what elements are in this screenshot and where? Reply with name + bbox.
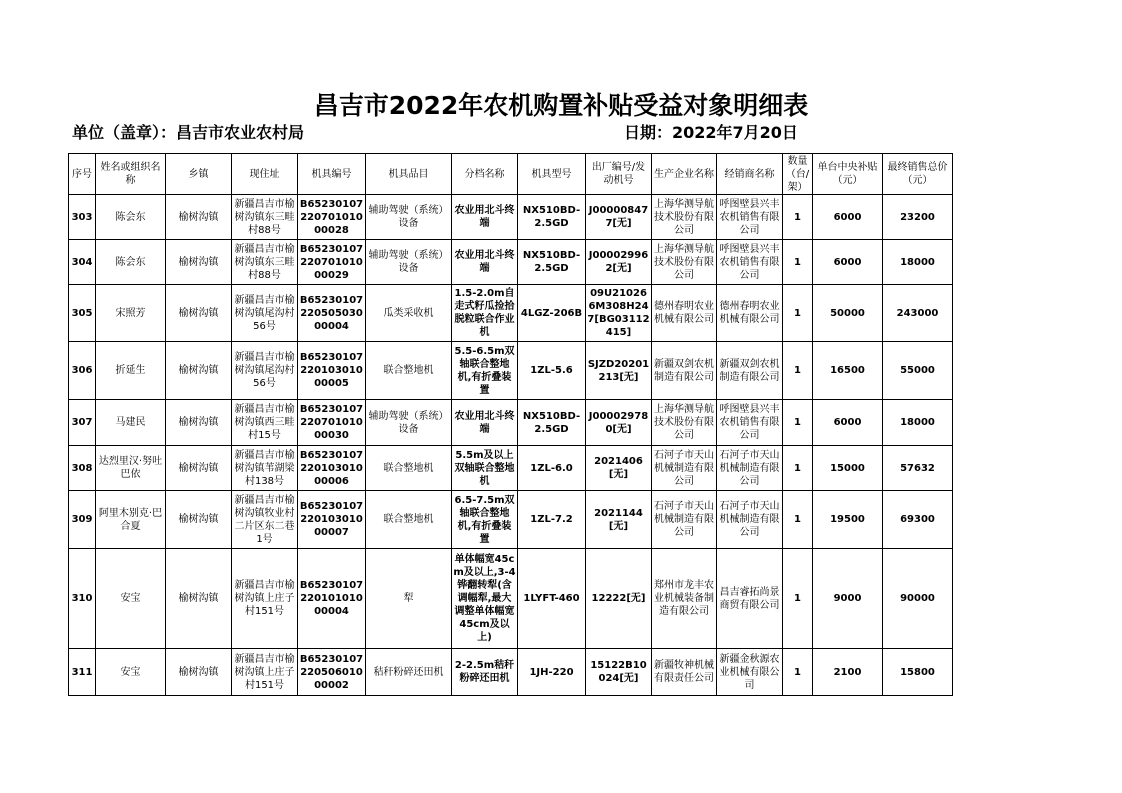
table-cell: J000029780[无] [586,400,652,446]
table-cell: 1 [783,240,813,285]
table-cell: B6523010722010301000007 [298,491,366,549]
header-cell: 机具型号 [518,154,586,195]
table-cell: 榆树沟镇 [166,446,232,491]
table-cell: 农业用北斗终端 [452,240,518,285]
table-cell: 瓜类采收机 [366,285,452,342]
table-cell: 新疆昌吉市榆树沟镇上庄子村151号 [232,649,298,696]
table-cell: 呼图壁县兴丰农机销售有限公司 [717,400,783,446]
table-cell: 9000 [813,549,883,649]
table-cell: 榆树沟镇 [166,285,232,342]
table-row [69,400,953,446]
header-cell: 机具编号 [298,154,366,195]
table-cell: 石河子市天山机械制造有限公司 [717,491,783,549]
table-cell: 310 [69,549,96,649]
table-cell: 榆树沟镇 [166,491,232,549]
table-cell: 新疆昌吉市榆树沟镇牧业村二片区东二巷1号 [232,491,298,549]
table-cell: 榆树沟镇 [166,649,232,696]
table-cell: 新疆昌吉市榆树沟镇东三畦村88号 [232,195,298,240]
table-cell: 69300 [883,491,953,549]
table-cell: 6.5-7.5m双轴联合整地机,有折叠装置 [452,491,518,549]
table-cell: 安宝 [96,649,166,696]
table-cell: 1 [783,342,813,400]
table-cell: 榆树沟镇 [166,195,232,240]
table-cell: 12222[无] [586,549,652,649]
table-cell: 辅助驾驶（系统）设备 [366,240,452,285]
table-cell: 农业用北斗终端 [452,195,518,240]
table-cell: 新疆昌吉市榆树沟镇尾沟村56号 [232,285,298,342]
table-cell: 新疆昌吉市榆树沟镇上庄子村151号 [232,549,298,649]
table-cell: 石河子市天山机械制造有限公司 [652,446,717,491]
header-cell: 最终销售总价（元） [883,154,953,195]
table-cell: 16500 [813,342,883,400]
table-cell: 榆树沟镇 [166,342,232,400]
table-cell: 1 [783,195,813,240]
header-cell: 出厂编号/发动机号 [586,154,652,195]
table-cell: 联合整地机 [366,342,452,400]
table-cell: 1.5-2.0m自走式籽瓜捡拾脱粒联合作业机 [452,285,518,342]
header-cell: 序号 [69,154,96,195]
table-cell: 达烈里汉·努吐巴依 [96,446,166,491]
table-cell: 新疆牧神机械有限责任公司 [652,649,717,696]
table-cell: 新疆昌吉市榆树沟镇尾沟村56号 [232,342,298,400]
table-cell: 303 [69,195,96,240]
table-cell: 15000 [813,446,883,491]
table-cell: 4LGZ-206B [518,285,586,342]
table-row [69,491,953,549]
table-cell: J000029962[无] [586,240,652,285]
table-cell: 辅助驾驶（系统）设备 [366,400,452,446]
header-cell: 分档名称 [452,154,518,195]
header-cell: 数量（台/架） [783,154,813,195]
table-cell: 德州春明农业机械有限公司 [652,285,717,342]
table-cell: 306 [69,342,96,400]
table-row [69,342,953,400]
table-cell: 1 [783,400,813,446]
table-cell: 陈会东 [96,195,166,240]
table-cell: 新疆金秋源农业机械有限公司 [717,649,783,696]
table-cell: B6523010722050601000002 [298,649,366,696]
table-cell: 联合整地机 [366,491,452,549]
table-row [69,195,953,240]
table-cell: 2021406[无] [586,446,652,491]
table-cell: 1ZL-5.6 [518,342,586,400]
table-cell: SJZD20201213[无] [586,342,652,400]
table-cell: 308 [69,446,96,491]
table-cell: 犁 [366,549,452,649]
table-cell: 1LYFT-460 [518,549,586,649]
table-cell: 联合整地机 [366,446,452,491]
table-cell: B6523010722070101000029 [298,240,366,285]
table-cell: 安宝 [96,549,166,649]
table-cell: 单体幅宽45cm及以上,3-4铧翻转犁(含调幅犁,最大调整单体幅宽45cm及以上) [452,549,518,649]
table-cell: 1JH-220 [518,649,586,696]
table-cell: 57632 [883,446,953,491]
table-cell: 1 [783,649,813,696]
table-row [69,549,953,649]
table-cell: 上海华测导航技术股份有限公司 [652,400,717,446]
table-cell: 新疆昌吉市榆树沟镇苇湖梁村138号 [232,446,298,491]
table-cell: 农业用北斗终端 [452,400,518,446]
table-cell: 榆树沟镇 [166,400,232,446]
table-cell: 1ZL-6.0 [518,446,586,491]
table-cell: 陈会东 [96,240,166,285]
header-cell: 生产企业名称 [652,154,717,195]
table-cell: 1 [783,285,813,342]
table-cell: 折延生 [96,342,166,400]
table-cell: 呼图壁县兴丰农机销售有限公司 [717,195,783,240]
table-cell: 6000 [813,400,883,446]
table-cell: 2-2.5m秸秆粉碎还田机 [452,649,518,696]
table-cell: 305 [69,285,96,342]
table-cell: J000008477[无] [586,195,652,240]
table-cell: B6523010722050503000004 [298,285,366,342]
header-cell: 乡镇 [166,154,232,195]
table-cell: 新疆双剑农机制造有限公司 [652,342,717,400]
table-cell: B6523010722010101000004 [298,549,366,649]
table-cell: 304 [69,240,96,285]
table-cell: 15122B10024[无] [586,649,652,696]
table-cell: 19500 [813,491,883,549]
header-cell: 机具品目 [366,154,452,195]
table-cell: 秸秆粉碎还田机 [366,649,452,696]
table-cell: B6523010722070101000030 [298,400,366,446]
table-cell: 1 [783,491,813,549]
table-cell: 新疆双剑农机制造有限公司 [717,342,783,400]
table-cell: 18000 [883,240,953,285]
header-row [69,154,953,195]
table-cell: 郑州市龙丰农业机械装备制造有限公司 [652,549,717,649]
table-cell: 15800 [883,649,953,696]
table-cell: 榆树沟镇 [166,240,232,285]
table-cell: 石河子市天山机械制造有限公司 [717,446,783,491]
table-cell: NX510BD-2.5GD [518,400,586,446]
date-line: 日期：2022年7月20日 [624,123,798,142]
table-row [69,649,953,696]
header-cell: 单台中央补贴（元） [813,154,883,195]
table-row [69,285,953,342]
table-cell: 德州春明农业机械有限公司 [717,285,783,342]
table-cell: 1ZL-7.2 [518,491,586,549]
table-body [69,195,953,696]
table-cell: 5.5m及以上双轴联合整地机 [452,446,518,491]
table-cell: 新疆昌吉市榆树沟镇东三畦村88号 [232,240,298,285]
table-cell: 55000 [883,342,953,400]
subsidy-table [68,153,953,696]
table-cell: 昌吉睿拓尚景商贸有限公司 [717,549,783,649]
unit-line: 单位（盖章）：昌吉市农业农村局 [72,123,305,142]
table-cell: B6523010722010301000006 [298,446,366,491]
table-cell: 宋照芳 [96,285,166,342]
header-cell: 现住址 [232,154,298,195]
document-title: 昌吉市2022年农机购置补贴受益对象明细表 [313,91,809,120]
table-cell: 23200 [883,195,953,240]
table-cell: 243000 [883,285,953,342]
table-cell: 2021144[无] [586,491,652,549]
header-cell: 姓名或组织名称 [96,154,166,195]
table-cell: B6523010722010301000005 [298,342,366,400]
table-cell: 1 [783,446,813,491]
table-cell: B6523010722070101000028 [298,195,366,240]
table-cell: 5.5-6.5m双轴联合整地机,有折叠装置 [452,342,518,400]
table-cell: 1 [783,549,813,649]
table-cell: 辅助驾驶（系统）设备 [366,195,452,240]
table-cell: NX510BD-2.5GD [518,240,586,285]
table-cell: 石河子市天山机械制造有限公司 [652,491,717,549]
table-cell: 50000 [813,285,883,342]
table-cell: 呼图壁县兴丰农机销售有限公司 [717,240,783,285]
table-cell: 6000 [813,195,883,240]
table-cell: NX510BD-2.5GD [518,195,586,240]
table-cell: 309 [69,491,96,549]
table-cell: 上海华测导航技术股份有限公司 [652,240,717,285]
table-cell: 阿里木别克·巴合夏 [96,491,166,549]
table-cell: 马建民 [96,400,166,446]
table-cell: 2100 [813,649,883,696]
header-cell: 经销商名称 [717,154,783,195]
table-cell: 6000 [813,240,883,285]
table-cell: 09U210266M308H247[BG03112415] [586,285,652,342]
table-row [69,240,953,285]
table-cell: 311 [69,649,96,696]
table-cell: 18000 [883,400,953,446]
table-cell: 新疆昌吉市榆树沟镇西三畦村15号 [232,400,298,446]
table-row [69,446,953,491]
table-cell: 90000 [883,549,953,649]
table-cell: 上海华测导航技术股份有限公司 [652,195,717,240]
table-cell: 307 [69,400,96,446]
table-cell: 榆树沟镇 [166,549,232,649]
